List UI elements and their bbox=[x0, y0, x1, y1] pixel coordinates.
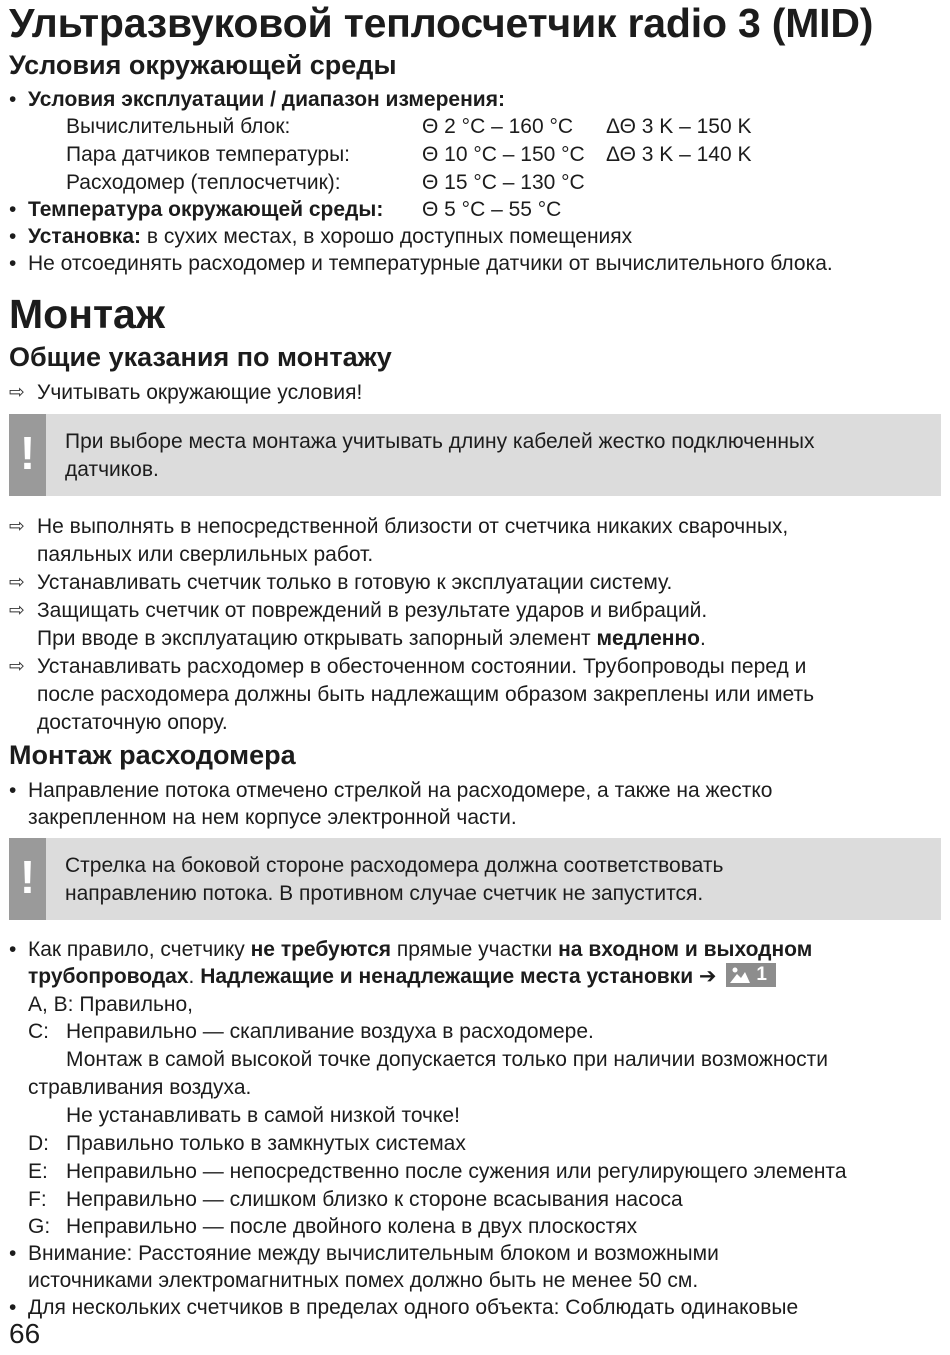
exclamation-icon: ! bbox=[9, 838, 46, 920]
list-item: Правильно только в замкнутых системах bbox=[66, 1132, 466, 1155]
arrow-icon: ⇨ bbox=[9, 656, 25, 677]
emphasis-text: трубопроводах bbox=[28, 965, 189, 988]
body-text bbox=[28, 963, 776, 991]
installation-text: в сухих местах, в хорошо доступных помещениях bbox=[141, 225, 633, 248]
text-run: При вводе в эксплуатацию открывать запорный элемент bbox=[37, 627, 597, 650]
instruction-text: Устанавливать расходомер в обесточенном состоянии. Трубопроводы перед и bbox=[37, 655, 807, 678]
list-item: Неправильно — непосредственно после сужения или регулирующего элемента bbox=[66, 1160, 847, 1183]
instruction-text: после расходомера должны быть надлежащим образом закреплены или иметь bbox=[37, 683, 815, 706]
spec-range: Θ 10 °C – 150 °C bbox=[422, 143, 585, 166]
exclamation-icon: ! bbox=[9, 414, 46, 496]
bullet-icon: • bbox=[9, 938, 17, 961]
ambient-temperature-label: Температура окружающей среды: bbox=[28, 198, 384, 221]
body-text: закрепленном на нем корпусе электронной части. bbox=[28, 806, 517, 829]
operating-conditions-label: Условия эксплуатации / диапазон измерения: bbox=[28, 88, 505, 111]
arrow-icon: ⇨ bbox=[9, 572, 25, 593]
list-key: G: bbox=[28, 1215, 51, 1238]
emphasis-text: не требуются bbox=[250, 938, 392, 961]
text-run: . bbox=[700, 627, 706, 650]
list-key: D: bbox=[28, 1132, 49, 1155]
list-item: Неправильно — скапливание воздуха в расходомере. bbox=[66, 1020, 594, 1043]
text-run: прямые участки bbox=[391, 938, 559, 961]
emphasis-text: медленно bbox=[596, 627, 700, 650]
list-item: Монтаж в самой высокой точке допускается только при наличии возможности bbox=[66, 1048, 828, 1071]
spec-range: Θ 15 °C – 130 °C bbox=[422, 171, 585, 194]
spec-name: Расходомер (теплосчетчик): bbox=[66, 171, 341, 194]
body-text: Для нескольких счетчиков в пределах одного объекта: Соблюдать одинаковые bbox=[28, 1296, 799, 1319]
section-heading-environment: Условия окружающей среды bbox=[9, 50, 397, 80]
list-item: стравливания воздуха. bbox=[28, 1076, 252, 1099]
instruction-text: паяльных или сверлильных работ. bbox=[37, 543, 374, 566]
spec-delta: ΔΘ 3 K – 150 K bbox=[606, 115, 752, 138]
instruction-text: Защищать счетчик от повреждений в результате ударов и вибраций. bbox=[37, 599, 708, 622]
note-line: датчиков. bbox=[65, 458, 159, 481]
warning-note bbox=[9, 414, 941, 496]
note-line: При выборе места монтажа учитывать длину кабелей жестко подключенных bbox=[65, 430, 815, 453]
spec-range: Θ 2 °C – 160 °C bbox=[422, 115, 574, 138]
arrow-icon: ⇨ bbox=[9, 600, 25, 621]
spec-name: Вычислительный блок: bbox=[66, 115, 291, 138]
body-text: Внимание: Расстояние между вычислительным блоком и возможными bbox=[28, 1242, 719, 1265]
note-line: Стрелка на боковой стороне расходомера должна соответствовать bbox=[65, 854, 724, 877]
bullet-icon: • bbox=[9, 225, 17, 248]
installation-line bbox=[28, 223, 632, 251]
arrow-icon: ⇨ bbox=[9, 516, 25, 537]
emphasis-text: на входном и выходном bbox=[558, 938, 813, 961]
spec-name: Пара датчиков температуры: bbox=[66, 143, 350, 166]
list-key: C: bbox=[28, 1020, 49, 1043]
instruction-text bbox=[37, 625, 706, 653]
bullet-icon: • bbox=[9, 779, 17, 802]
instruction-text: Не выполнять в непосредственной близости от счетчика никаких сварочных, bbox=[37, 515, 789, 538]
subsection-heading-flowmeter: Монтаж расходомера bbox=[9, 740, 296, 770]
body-text: источниками электромагнитных помех должно быть не менее 50 см. bbox=[28, 1269, 699, 1292]
bullet-icon: • bbox=[9, 198, 17, 221]
text-run: Как правило, счетчику bbox=[28, 938, 251, 961]
subsection-heading-general: Общие указания по монтажу bbox=[9, 342, 392, 372]
warning-note bbox=[9, 838, 941, 920]
section-heading-mounting: Монтаж bbox=[9, 291, 165, 337]
instruction-text: достаточную опору. bbox=[37, 711, 228, 734]
arrow-icon: ⇨ bbox=[9, 382, 25, 403]
spec-delta: ΔΘ 3 K – 140 K bbox=[606, 143, 752, 166]
bullet-icon: • bbox=[9, 1296, 17, 1319]
list-item: Неправильно — слишком близко к стороне всасывания насоса bbox=[66, 1188, 683, 1211]
text-run: . bbox=[188, 965, 201, 988]
body-text bbox=[28, 936, 812, 964]
bullet-icon: • bbox=[9, 252, 17, 275]
instruction-text: Учитывать окружающие условия! bbox=[37, 381, 363, 404]
page-number: 66 bbox=[9, 1318, 41, 1349]
figure-reference-badge[interactable] bbox=[726, 963, 776, 987]
list-item: Не устанавливать в самой низкой точке! bbox=[66, 1104, 460, 1127]
image-icon bbox=[730, 966, 750, 983]
figure-number: 1 bbox=[756, 964, 767, 985]
bullet-icon: • bbox=[9, 1242, 17, 1265]
page-title: Ультразвуковой теплосчетчик radio 3 (MID) bbox=[9, 0, 874, 46]
list-item: A, B: Правильно, bbox=[28, 993, 193, 1016]
bullet-icon: • bbox=[9, 88, 17, 111]
list-item: Неправильно — после двойного колена в двух плоскостях bbox=[66, 1215, 638, 1238]
emphasis-text: Надлежащие и ненадлежащие места установки ➔ bbox=[200, 965, 717, 988]
disconnect-warning: Не отсоединять расходомер и температурные датчики от вычислительного блока. bbox=[28, 252, 833, 275]
note-line: направлению потока. В противном случае счетчик не запустится. bbox=[65, 882, 704, 905]
body-text: Направление потока отмечено стрелкой на расходомере, а также на жестко bbox=[28, 779, 773, 802]
instruction-text: Устанавливать счетчик только в готовую к эксплуатации систему. bbox=[37, 571, 673, 594]
list-key: E: bbox=[28, 1160, 48, 1183]
list-key: F: bbox=[28, 1188, 47, 1211]
ambient-temperature-value: Θ 5 °C – 55 °C bbox=[422, 198, 562, 221]
installation-label: Установка: bbox=[28, 225, 141, 248]
